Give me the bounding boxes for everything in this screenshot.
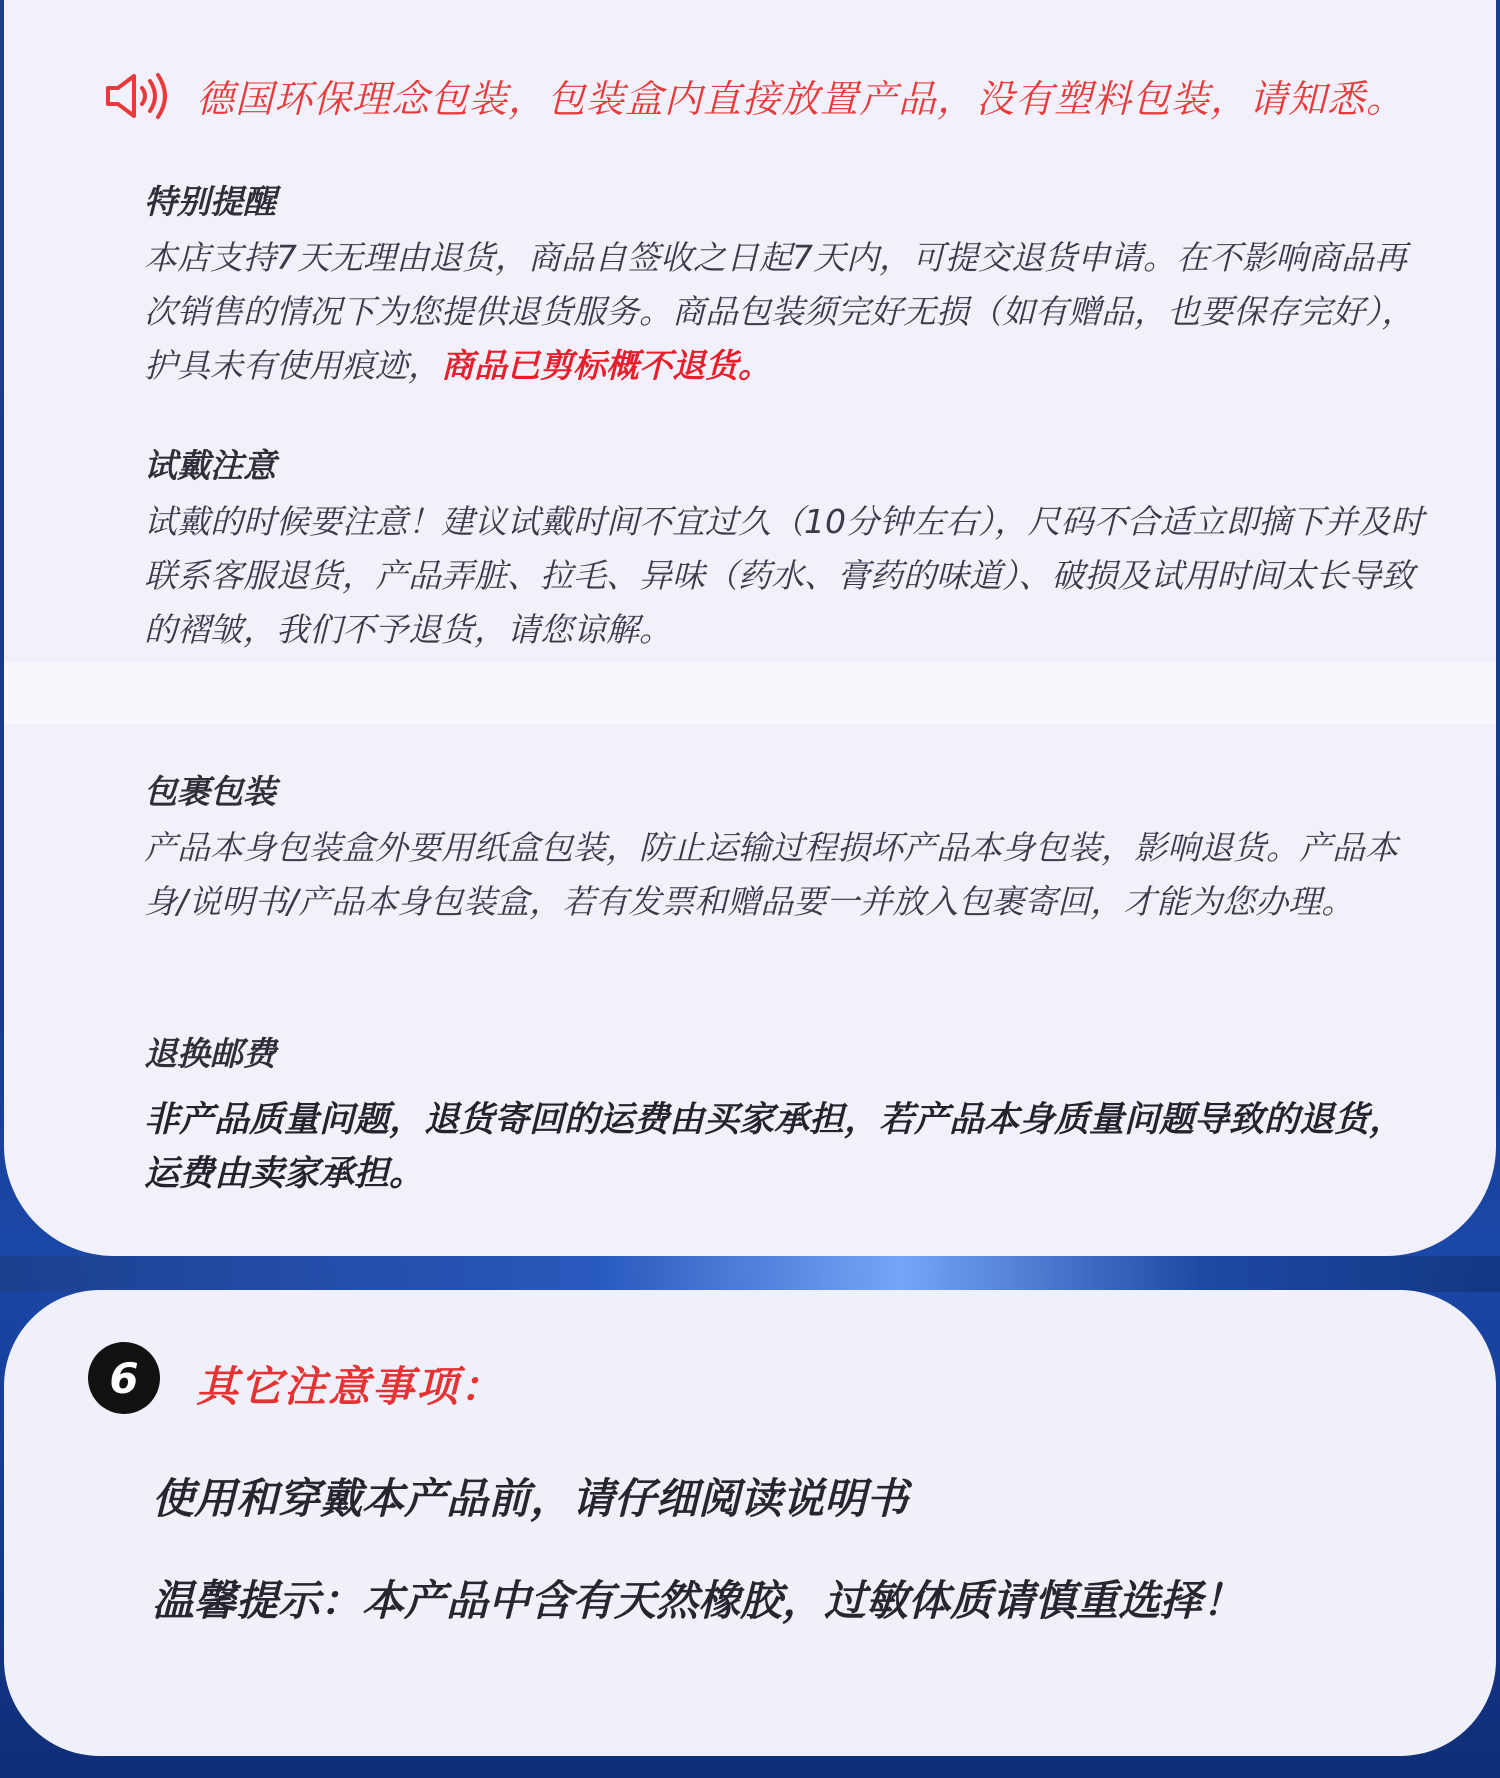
no-return-highlight: 商品已剪标概不退货。: [441, 346, 771, 385]
section-body-text: 本店支持7天无理由退货，商品自签收之日起7天内，可提交退货申请。在不影响商品再次销售的情况下为您提供退货服务。商品包装须完好无损（如有赠品，也要保存完好），护具未有使用痕迹，: [144, 238, 1415, 385]
section-special-reminder: [144, 176, 1434, 393]
notice-text: 德国环保理念包装，包装盒内直接放置产品，没有塑料包装，请知悉。: [196, 77, 1406, 121]
section-try-on-notice: [144, 440, 1434, 657]
section-title: 特别提醒: [144, 182, 276, 221]
section-body: 产品本身包装盒外要用纸盒包装，防止运输过程损坏产品本身包装，影响退货。产品本身/说明书/产品本身包装盒，若有发票和赠品要一并放入包裹寄回，才能为您办理。: [144, 828, 1398, 921]
section-title: 退换邮费: [144, 1034, 276, 1073]
section-body: 试戴的时候要注意！建议试戴时间不宜过久（10分钟左右），尺码不合适立即摘下并及时联系客服退货，产品弄脏、拉毛、异味（药水、膏药的味道）、破损及试用时间太长导致的褶皱，我们不予退货，请您谅解。: [144, 502, 1424, 649]
decorative-swoosh: [0, 1256, 1500, 1292]
section-title: 试戴注意: [144, 446, 276, 485]
other-notes-title: 其它注意事项：: [196, 1362, 505, 1411]
latex-allergy-warning: 温馨提示：本产品中含有天然橡胶，过敏体质请慎重选择！: [152, 1576, 1245, 1625]
section-title: 包裹包装: [144, 772, 276, 811]
section-return-shipping: [144, 1028, 1434, 1201]
section-body: [144, 231, 1434, 393]
card-band: [4, 662, 1496, 724]
section-body: 非产品质量问题，退货寄回的运费由买家承担，若产品本身质量问题导致的退货，运费由卖家承担。: [144, 1100, 1405, 1194]
return-policy-card: [4, 0, 1496, 1256]
packaging-notice: [104, 68, 1405, 123]
manual-reminder: 使用和穿戴本产品前，请仔细阅读说明书: [152, 1474, 909, 1523]
section-package-packing: [144, 766, 1434, 929]
speaker-icon: [104, 70, 172, 122]
number-badge: 6: [88, 1342, 160, 1414]
